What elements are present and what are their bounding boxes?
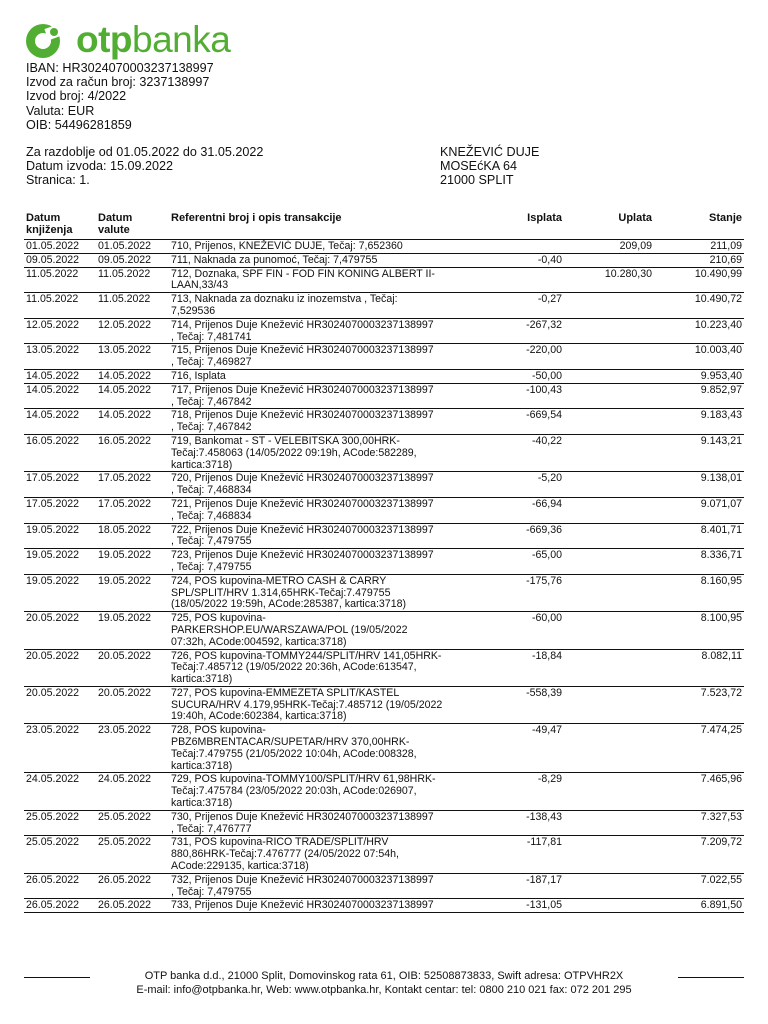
cell-description: 718, Prijenos Duje Knežević HR3024070003237138997 , Tečaj: 7,467842: [169, 409, 484, 435]
table-row: [24, 523, 744, 549]
header-booking-date: Datum knjiženja: [24, 212, 96, 240]
table-row: [24, 686, 744, 723]
cell-credit: 10.280,30: [564, 267, 654, 293]
table-row: [24, 434, 744, 471]
header-balance: Stanje: [654, 212, 744, 240]
cell-value-date: 19.05.2022: [96, 549, 169, 575]
cell-balance: 7.474,25: [654, 724, 744, 773]
table-row: [24, 899, 744, 913]
cell-description: 717, Prijenos Duje Knežević HR3024070003237138997 , Tečaj: 7,467842: [169, 383, 484, 409]
cell-value-date: 12.05.2022: [96, 318, 169, 344]
cell-balance: 7.523,72: [654, 686, 744, 723]
table-row: [24, 497, 744, 523]
cell-debit: [484, 267, 564, 293]
cell-debit: -669,54: [484, 409, 564, 435]
cell-value-date: 24.05.2022: [96, 773, 169, 810]
cell-booking-date: 26.05.2022: [24, 873, 96, 899]
cell-description: 733, Prijenos Duje Knežević HR3024070003237138997: [169, 899, 484, 913]
cell-description: 710, Prijenos, KNEŽEVIĆ DUJE, Tečaj: 7,652360: [169, 240, 484, 254]
table-row: [24, 318, 744, 344]
cell-balance: 9.143,21: [654, 434, 744, 471]
table-row: [24, 612, 744, 649]
cell-debit: -0,27: [484, 293, 564, 319]
cell-balance: 9.183,43: [654, 409, 744, 435]
cell-balance: 10.490,72: [654, 293, 744, 319]
cell-credit: [564, 724, 654, 773]
cell-balance: 8.160,95: [654, 574, 744, 611]
cell-description: 732, Prijenos Duje Knežević HR3024070003237138997 , Tečaj: 7,479755: [169, 873, 484, 899]
cell-value-date: 20.05.2022: [96, 686, 169, 723]
table-row: [24, 724, 744, 773]
cell-balance: 6.891,50: [654, 899, 744, 913]
cell-value-date: 23.05.2022: [96, 724, 169, 773]
cell-balance: 7.465,96: [654, 773, 744, 810]
cell-credit: [564, 434, 654, 471]
cell-booking-date: 14.05.2022: [24, 369, 96, 383]
cell-description: 722, Prijenos Duje Knežević HR3024070003237138997 , Tečaj: 7,479755: [169, 523, 484, 549]
table-row: [24, 293, 744, 319]
cell-value-date: 17.05.2022: [96, 497, 169, 523]
cell-booking-date: 19.05.2022: [24, 523, 96, 549]
cell-value-date: 17.05.2022: [96, 472, 169, 498]
cell-booking-date: 19.05.2022: [24, 549, 96, 575]
logo-text-banka: banka: [132, 19, 231, 60]
cell-balance: 7.022,55: [654, 873, 744, 899]
cell-balance: 9.852,97: [654, 383, 744, 409]
table-row: [24, 574, 744, 611]
cell-value-date: 19.05.2022: [96, 574, 169, 611]
cell-balance: 210,69: [654, 253, 744, 267]
cell-credit: [564, 612, 654, 649]
table-header-row: [24, 212, 744, 240]
cell-debit: -50,00: [484, 369, 564, 383]
cell-debit: -49,47: [484, 724, 564, 773]
cell-booking-date: 14.05.2022: [24, 383, 96, 409]
cell-booking-date: 25.05.2022: [24, 810, 96, 836]
cell-credit: [564, 899, 654, 913]
logo-text-otp: otp: [76, 19, 133, 60]
cell-credit: [564, 773, 654, 810]
cell-credit: [564, 649, 654, 686]
cell-debit: -0,40: [484, 253, 564, 267]
cell-credit: 209,09: [564, 240, 654, 254]
cell-value-date: 20.05.2022: [96, 649, 169, 686]
cell-debit: -5,20: [484, 472, 564, 498]
cell-booking-date: 23.05.2022: [24, 724, 96, 773]
cell-value-date: 25.05.2022: [96, 810, 169, 836]
cell-description: 716, Isplata: [169, 369, 484, 383]
cell-booking-date: 14.05.2022: [24, 409, 96, 435]
cell-booking-date: 19.05.2022: [24, 574, 96, 611]
cell-credit: [564, 344, 654, 370]
cell-balance: 9.953,40: [654, 369, 744, 383]
cell-debit: -18,84: [484, 649, 564, 686]
cell-value-date: 18.05.2022: [96, 523, 169, 549]
cell-booking-date: 20.05.2022: [24, 686, 96, 723]
table-row: [24, 649, 744, 686]
cell-debit: -66,94: [484, 497, 564, 523]
recipient-address: [440, 145, 539, 188]
cell-debit: -558,39: [484, 686, 564, 723]
cell-debit: -220,00: [484, 344, 564, 370]
period-range: Za razdoblje od 01.05.2022 do 31.05.2022: [26, 145, 264, 159]
cell-description: 728, POS kupovina- PBZ6MBRENTACAR/SUPETAR/HRV 370,00HRK- Tečaj:7.479755 (21/05/2022 10:04h, ACode:008328, kartica:3718): [169, 724, 484, 773]
cell-credit: [564, 253, 654, 267]
cell-balance: 9.071,07: [654, 497, 744, 523]
cell-credit: [564, 409, 654, 435]
cell-value-date: 14.05.2022: [96, 409, 169, 435]
transactions-table: [24, 212, 744, 913]
cell-debit: -669,36: [484, 523, 564, 549]
cell-booking-date: 20.05.2022: [24, 649, 96, 686]
cell-value-date: 14.05.2022: [96, 383, 169, 409]
table-row: [24, 549, 744, 575]
cell-debit: -138,43: [484, 810, 564, 836]
cell-debit: -187,17: [484, 873, 564, 899]
cell-description: 712, Doznaka, SPF FIN - FOD FIN KONING ALBERT II- LAAN,33/43: [169, 267, 484, 293]
period-info: [26, 145, 263, 188]
cell-credit: [564, 810, 654, 836]
cell-value-date: 14.05.2022: [96, 369, 169, 383]
cell-description: 721, Prijenos Duje Knežević HR3024070003237138997 , Tečaj: 7,468834: [169, 497, 484, 523]
page-number: Stranica: 1.: [26, 173, 90, 188]
cell-value-date: 16.05.2022: [96, 434, 169, 471]
table-row: [24, 773, 744, 810]
cell-balance: 9.138,01: [654, 472, 744, 498]
table-row: [24, 344, 744, 370]
cell-credit: [564, 574, 654, 611]
cell-balance: 8.082,11: [654, 649, 744, 686]
cell-description: 724, POS kupovina-METRO CASH & CARRY SPL/SPLIT/HRV 1.314,65HRK-Tečaj:7.479755 (18/05/2022 19:59h, ACode:285387, kartica:3718): [169, 574, 484, 611]
cell-booking-date: 16.05.2022: [24, 434, 96, 471]
otp-logo-icon: [24, 22, 64, 62]
cell-description: 729, POS kupovina-TOMMY100/SPLIT/HRV 61,98HRK- Tečaj:7.475784 (23/05/2022 20:03h, ACode:026907, kartica:3718): [169, 773, 484, 810]
cell-credit: [564, 686, 654, 723]
statement-date: Datum izvoda: 15.09.2022: [26, 159, 174, 174]
table-row: [24, 810, 744, 836]
cell-balance: 211,09: [654, 240, 744, 254]
cell-description: 713, Naknada za doznaku iz inozemstva , Tečaj: 7,529536: [169, 293, 484, 319]
cell-description: 726, POS kupovina-TOMMY244/SPLIT/HRV 141,05HRK- Tečaj:7.485712 (19/05/2022 20:36h, ACode:613547, kartica:3718): [169, 649, 484, 686]
cell-description: 711, Naknada za punomoć, Tečaj: 7,479755: [169, 253, 484, 267]
cell-booking-date: 26.05.2022: [24, 899, 96, 913]
cell-debit: -175,76: [484, 574, 564, 611]
cell-credit: [564, 318, 654, 344]
cell-balance: 8.401,71: [654, 523, 744, 549]
cell-description: 715, Prijenos Duje Knežević HR3024070003237138997 , Tečaj: 7,469827: [169, 344, 484, 370]
cell-credit: [564, 472, 654, 498]
footer-line-2: E-mail: info@otpbanka.hr, Web: www.otpbanka.hr, Kontakt centar: tel: 0800 210 021 fax: 072 201 295: [136, 983, 632, 996]
cell-booking-date: 11.05.2022: [24, 267, 96, 293]
cell-balance: 10.003,40: [654, 344, 744, 370]
table-row: [24, 836, 744, 873]
cell-balance: 7.327,53: [654, 810, 744, 836]
cell-credit: [564, 836, 654, 873]
cell-credit: [564, 523, 654, 549]
cell-description: 719, Bankomat - ST - VELEBITSKA 300,00HRK- Tečaj:7.458063 (14/05/2022 09:19h, ACode:582289, kartica:3718): [169, 434, 484, 471]
cell-description: 723, Prijenos Duje Knežević HR3024070003237138997 , Tečaj: 7,479755: [169, 549, 484, 575]
cell-description: 720, Prijenos Duje Knežević HR3024070003237138997 , Tečaj: 7,468834: [169, 472, 484, 498]
cell-credit: [564, 383, 654, 409]
cell-credit: [564, 497, 654, 523]
cell-value-date: 13.05.2022: [96, 344, 169, 370]
table-row: [24, 383, 744, 409]
cell-booking-date: 11.05.2022: [24, 293, 96, 319]
statement-number: Izvod broj: 4/2022: [26, 89, 127, 104]
recipient-name: KNEŽEVIĆ DUJE: [440, 145, 540, 159]
currency: Valuta: EUR: [26, 103, 95, 118]
oib: OIB: 54496281859: [26, 117, 132, 132]
cell-debit: -8,29: [484, 773, 564, 810]
cell-credit: [564, 549, 654, 575]
iban: IBAN: HR3024070003237138997: [26, 61, 214, 75]
cell-value-date: 19.05.2022: [96, 612, 169, 649]
cell-balance: 7.209,72: [654, 836, 744, 873]
cell-booking-date: 13.05.2022: [24, 344, 96, 370]
header-value-date: Datum valute: [96, 212, 169, 240]
cell-value-date: 01.05.2022: [96, 240, 169, 254]
cell-value-date: 26.05.2022: [96, 899, 169, 913]
cell-value-date: 25.05.2022: [96, 836, 169, 873]
statement-account: Izvod za račun broj: 3237138997: [26, 75, 210, 90]
cell-description: 730, Prijenos Duje Knežević HR3024070003237138997 , Tečaj: 7,476777: [169, 810, 484, 836]
cell-balance: 10.223,40: [654, 318, 744, 344]
cell-debit: -131,05: [484, 899, 564, 913]
table-row: [24, 472, 744, 498]
cell-balance: 10.490,99: [654, 267, 744, 293]
cell-description: 731, POS kupovina-RICO TRADE/SPLIT/HRV 880,86HRK-Tečaj:7.476777 (24/05/2022 07:54h, ACode:229135, kartica:3718): [169, 836, 484, 873]
table-row: [24, 240, 744, 254]
cell-balance: 8.100,95: [654, 612, 744, 649]
cell-booking-date: 24.05.2022: [24, 773, 96, 810]
cell-credit: [564, 369, 654, 383]
recipient-city: 21000 SPLIT: [440, 173, 514, 188]
footer-line-1: OTP banka d.d., 21000 Split, Domovinskog rata 61, OIB: 52508873833, Swift adresa: OTPVHR2X: [144, 970, 624, 982]
cell-debit: -117,81: [484, 836, 564, 873]
cell-booking-date: 17.05.2022: [24, 472, 96, 498]
cell-booking-date: 09.05.2022: [24, 253, 96, 267]
bank-logo-wordmark: [76, 20, 230, 60]
account-info: [26, 61, 214, 132]
footer: [0, 970, 768, 997]
cell-debit: -40,22: [484, 434, 564, 471]
cell-booking-date: 20.05.2022: [24, 612, 96, 649]
header-description: Referentni broj i opis transakcije: [169, 212, 484, 240]
cell-debit: -267,32: [484, 318, 564, 344]
cell-booking-date: 12.05.2022: [24, 318, 96, 344]
table-row: [24, 409, 744, 435]
cell-debit: -65,00: [484, 549, 564, 575]
cell-value-date: 11.05.2022: [96, 293, 169, 319]
cell-debit: -60,00: [484, 612, 564, 649]
cell-credit: [564, 873, 654, 899]
bank-logo: [24, 19, 244, 60]
cell-credit: [564, 293, 654, 319]
cell-debit: -100,43: [484, 383, 564, 409]
table-row: [24, 253, 744, 267]
cell-booking-date: 25.05.2022: [24, 836, 96, 873]
cell-debit: [484, 240, 564, 254]
header-debit: Isplata: [484, 212, 564, 240]
table-row: [24, 267, 744, 293]
cell-booking-date: 01.05.2022: [24, 240, 96, 254]
cell-value-date: 26.05.2022: [96, 873, 169, 899]
cell-value-date: 09.05.2022: [96, 253, 169, 267]
table-row: [24, 873, 744, 899]
table-row: [24, 369, 744, 383]
recipient-street: MOSEćKA 64: [440, 159, 517, 174]
cell-value-date: 11.05.2022: [96, 267, 169, 293]
cell-balance: 8.336,71: [654, 549, 744, 575]
header-credit: Uplata: [564, 212, 654, 240]
cell-description: 727, POS kupovina-EMMEZETA SPLIT/KASTEL SUCURA/HRV 4.179,95HRK-Tečaj:7.485712 (19/05/2022 19:40h, ACode:602384, kartica:3718): [169, 686, 484, 723]
cell-description: 725, POS kupovina- PARKERSHOP.EU/WARSZAWA/POL (19/05/2022 07:32h, ACode:004592, kartica:3718): [169, 612, 484, 649]
cell-booking-date: 17.05.2022: [24, 497, 96, 523]
cell-description: 714, Prijenos Duje Knežević HR3024070003237138997 , Tečaj: 7,481741: [169, 318, 484, 344]
